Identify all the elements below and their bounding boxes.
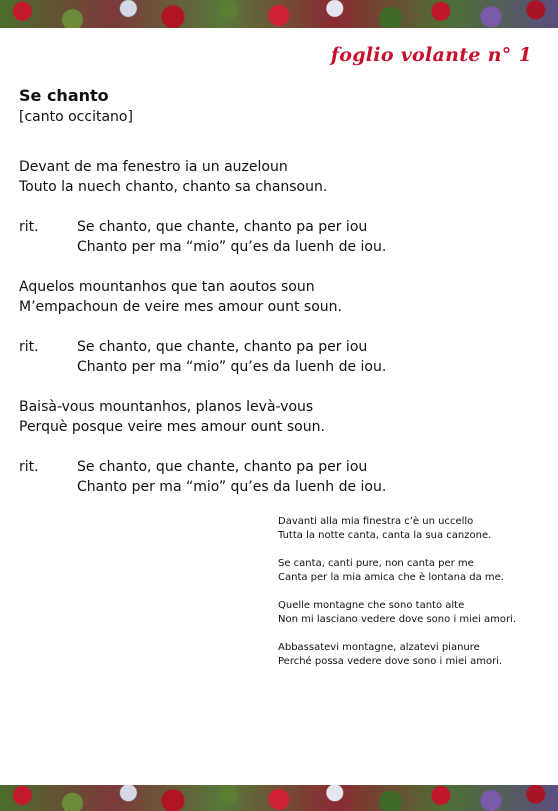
refrain-3 <box>19 457 539 497</box>
lyric-line: Chanto per ma “mio” qu’es da luenh de iou. <box>77 359 387 375</box>
refrain-label: rit. <box>19 339 39 355</box>
page-header-title: foglio volante n° 1 <box>330 44 532 66</box>
lyric-line: Devant de ma fenestro ia un auzeloun <box>19 159 288 175</box>
refrain-label: rit. <box>19 219 39 235</box>
translation-line: Non mi lasciano vedere dove sono i miei amori. <box>278 614 517 625</box>
translation-line: Abbassatevi montagne, alzatevi pianure <box>278 642 480 653</box>
verse-3 <box>19 397 539 437</box>
lyric-line: Chanto per ma “mio” qu’es da luenh de iou. <box>77 479 387 495</box>
translation-stanza-4 <box>278 641 548 669</box>
floral-banner-bottom <box>0 785 558 811</box>
lyrics <box>19 157 539 517</box>
translation-line: Se canta, canti pure, non canta per me <box>278 558 474 569</box>
lyric-line: Aquelos mountanhos que tan aoutos soun <box>19 279 315 295</box>
lyric-line: Baisà-vous mountanhos, planos levà-vous <box>19 399 314 415</box>
lyric-line: Se chanto, que chante, chanto pa per iou <box>77 339 368 355</box>
refrain-2 <box>19 337 539 377</box>
translation-line: Perché possa vedere dove sono i miei amori. <box>278 656 503 667</box>
translation-line: Davanti alla mia finestra c’è un uccello <box>278 516 474 527</box>
song-subtitle: [canto occitano] <box>19 109 133 125</box>
verse-1 <box>19 157 539 197</box>
translation-stanza-2 <box>278 557 548 585</box>
translation-stanza-1 <box>278 515 548 543</box>
lyric-line: Perquè posque veire mes amour ount soun. <box>19 419 325 435</box>
lyric-line: M’empachoun de veire mes amour ount soun. <box>19 299 342 315</box>
translation-line: Quelle montagne che sono tanto alte <box>278 600 465 611</box>
lyric-line: Touto la nuech chanto, chanto sa chansoun. <box>19 179 328 195</box>
refrain-label: rit. <box>19 459 39 475</box>
refrain-1 <box>19 217 539 257</box>
translation-stanza-3 <box>278 599 548 627</box>
lyric-line: Chanto per ma “mio” qu’es da luenh de iou. <box>77 239 387 255</box>
verse-2 <box>19 277 539 317</box>
translation-line: Tutta la notte canta, canta la sua canzone. <box>278 530 492 541</box>
song-title: Se chanto <box>19 86 109 105</box>
translation-line: Canta per la mia amica che è lontana da me. <box>278 572 504 583</box>
floral-banner-top <box>0 0 558 28</box>
italian-translation <box>278 515 548 683</box>
lyric-line: Se chanto, que chante, chanto pa per iou <box>77 459 368 475</box>
lyric-line: Se chanto, que chante, chanto pa per iou <box>77 219 368 235</box>
